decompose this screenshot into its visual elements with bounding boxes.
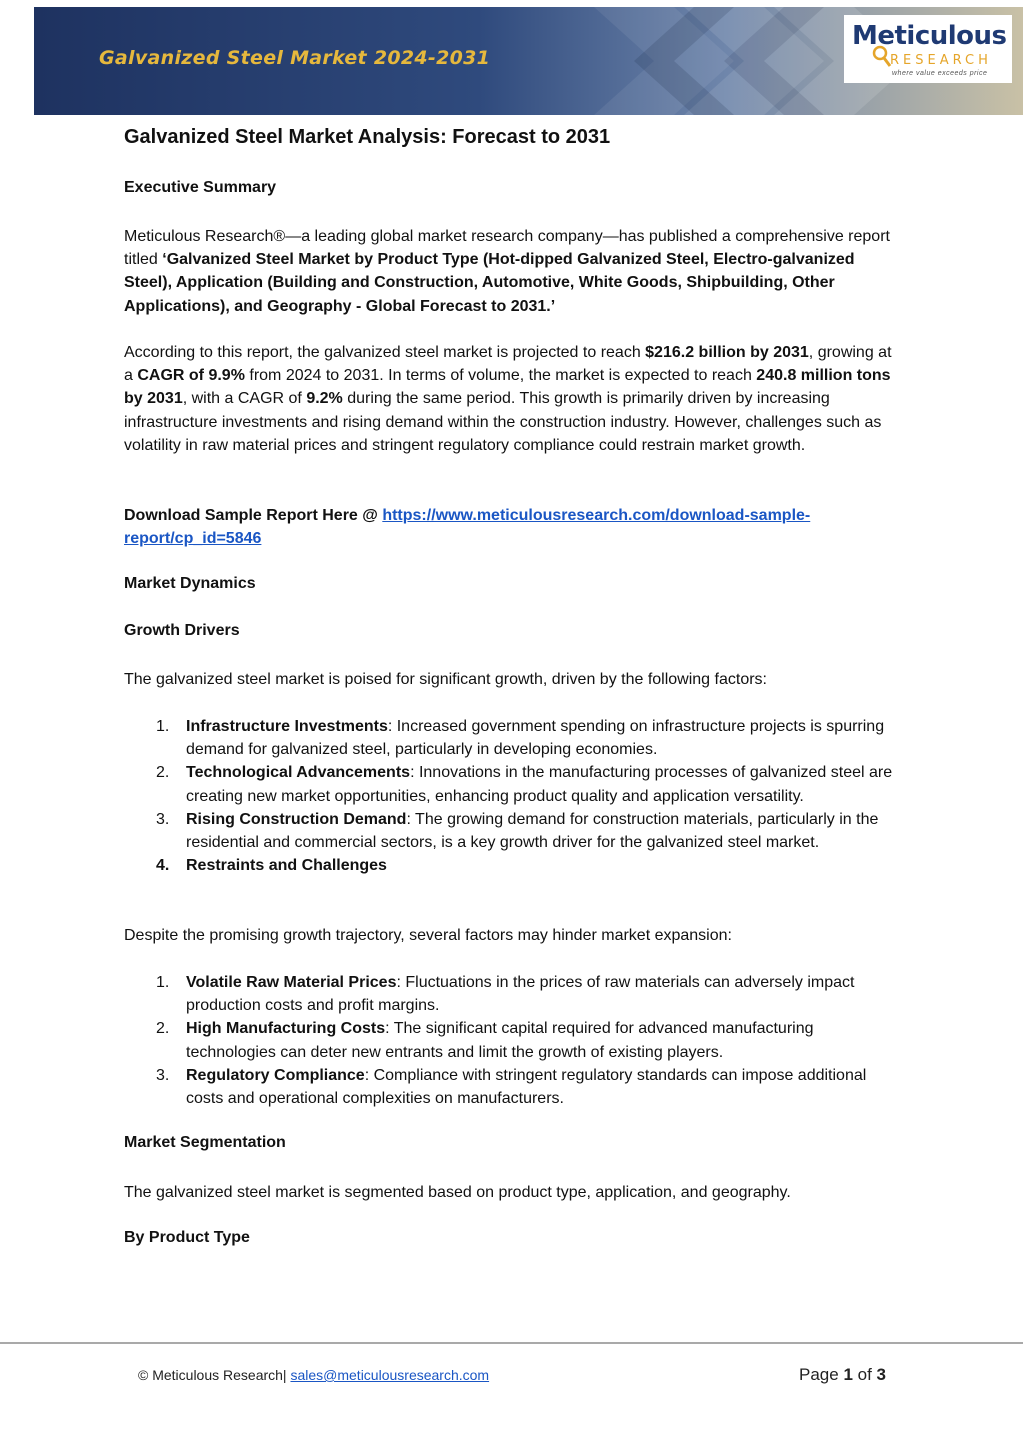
- logo-tagline: where value exceeds price: [892, 70, 988, 77]
- current-page: 1: [843, 1365, 853, 1384]
- list-item-title: Volatile Raw Material Prices: [186, 974, 397, 991]
- volume-cagr: 9.2%: [306, 390, 343, 408]
- list-item: [124, 854, 904, 877]
- list-number: 1.: [156, 974, 170, 991]
- list-item: [124, 715, 904, 761]
- list-item: [124, 808, 904, 854]
- magnifier-icon: [872, 45, 892, 69]
- drivers-intro: The galvanized steel market is poised for significant growth, driven by the following factors:: [124, 671, 767, 688]
- footer-copyright: [138, 1367, 489, 1383]
- list-item: [124, 1017, 904, 1063]
- list-item-text: : Fluctuations in the prices of raw materials can adversely impact production costs and profit margins.: [186, 974, 855, 1015]
- market-value: $216.2 billion by 2031: [645, 344, 809, 361]
- list-number: 2.: [156, 1020, 170, 1038]
- list-item-title: Infrastructure Investments: [186, 718, 388, 735]
- intro-text: Meticulous Research®—a leading global market research company—has published a comprehensive report titled: [124, 228, 890, 269]
- list-item-title: High Manufacturing Costs: [186, 1020, 386, 1038]
- forecast-text-4: , with a CAGR of: [182, 390, 307, 408]
- forecast-text-3: from 2024 to 2031. In terms of volume, the market is expected to reach: [244, 367, 757, 385]
- header-banner: [34, 7, 1023, 115]
- page-label: Page: [799, 1365, 844, 1384]
- list-item-text: : Innovations in the manufacturing processes of galvanized steel are creating new market opportunities, enhancing product quality and application versatility.: [186, 764, 893, 805]
- restraints-list: [124, 971, 904, 1110]
- market-segmentation-heading: Market Segmentation: [124, 1134, 286, 1151]
- page-of-label: of: [852, 1365, 877, 1384]
- banner-title: Galvanized Steel Market 2024-2031: [99, 47, 491, 69]
- list-number: 2.: [156, 764, 170, 782]
- restraints-intro: Despite the promising growth trajectory, several factors may hinder market expansion:: [124, 927, 732, 944]
- list-item: [124, 761, 904, 807]
- total-pages: 3: [876, 1365, 886, 1384]
- contact-email-link[interactable]: sales@meticulousresearch.com: [290, 1367, 490, 1383]
- list-item-text: : The significant capital required for advanced manufacturing technologies can deter new entrants and limit the growth of existing players.: [186, 1020, 814, 1061]
- forecast-text-5: during the same period. This growth is primarily driven by increasing infrastructure investments and rising demand within the construction industry. However, challenges such as volatility in raw material prices and stringent regulatory compliance could restrain market growth.: [124, 390, 882, 454]
- list-item-title: Rising Construction Demand: [186, 810, 407, 828]
- logo-research-text: RESEARCH: [890, 53, 992, 68]
- copyright-text: © Meticulous Research|: [138, 1367, 291, 1383]
- document-title: Galvanized Steel Market Analysis: Forecast to 2031: [124, 126, 611, 148]
- list-item-text: : Increased government spending on infrastructure projects is spurring demand for galvanized steel, particularly in developing economies.: [186, 718, 885, 759]
- download-sample-link[interactable]: https://www.meticulousresearch.com/download-sample-report/cp_id=5846: [124, 507, 811, 548]
- forecast-text-2: , growing at a: [124, 344, 892, 385]
- download-label: Download Sample Report Here @: [124, 507, 383, 524]
- list-item-title: Restraints and Challenges: [186, 857, 387, 875]
- growth-drivers-list: [124, 715, 904, 877]
- list-number: 1.: [156, 718, 170, 735]
- list-number: 4.: [156, 857, 170, 875]
- growth-drivers-heading: Growth Drivers: [124, 622, 240, 639]
- list-item-title: Technological Advancements: [186, 764, 411, 782]
- intro-paragraph: [124, 225, 899, 318]
- logo-brand-text: Meticulous: [852, 21, 1007, 51]
- page-number: [799, 1365, 886, 1385]
- forecast-text-1: According to this report, the galvanized steel market is projected to reach: [124, 344, 646, 361]
- footer-divider: [0, 1342, 1023, 1344]
- market-dynamics-heading: Market Dynamics: [124, 575, 256, 592]
- forecast-paragraph: [124, 341, 899, 457]
- value-cagr: CAGR of 9.9%: [137, 367, 245, 385]
- report-title-text: ‘Galvanized Steel Market by Product Type (Hot-dipped Galvanized Steel, Electro-galvanized Steel), Application (Building and Construction, Automotive, White Goods, Shipbuilding, Other Applications), and Geography - Global Forecast to 2031.’: [124, 251, 855, 315]
- company-logo[interactable]: [844, 15, 1012, 83]
- list-item: [124, 971, 904, 1017]
- download-paragraph: [124, 504, 899, 550]
- list-item: [124, 1064, 904, 1110]
- list-number: 3.: [156, 810, 170, 828]
- segmentation-intro: The galvanized steel market is segmented based on product type, application, and geography.: [124, 1184, 791, 1201]
- product-type-heading: By Product Type: [124, 1229, 250, 1246]
- list-item-text: : The growing demand for construction materials, particularly in the residential and commercial sectors, is a key growth driver for the galvanized steel market.: [186, 810, 879, 852]
- list-item-title: Regulatory Compliance: [186, 1066, 365, 1084]
- market-volume: 240.8 million tons by 2031: [124, 367, 891, 408]
- executive-summary-heading: Executive Summary: [124, 179, 277, 196]
- list-item-text: : Compliance with stringent regulatory standards can impose additional costs and operational complexities on manufacturers.: [186, 1066, 867, 1108]
- list-number: 3.: [156, 1066, 170, 1084]
